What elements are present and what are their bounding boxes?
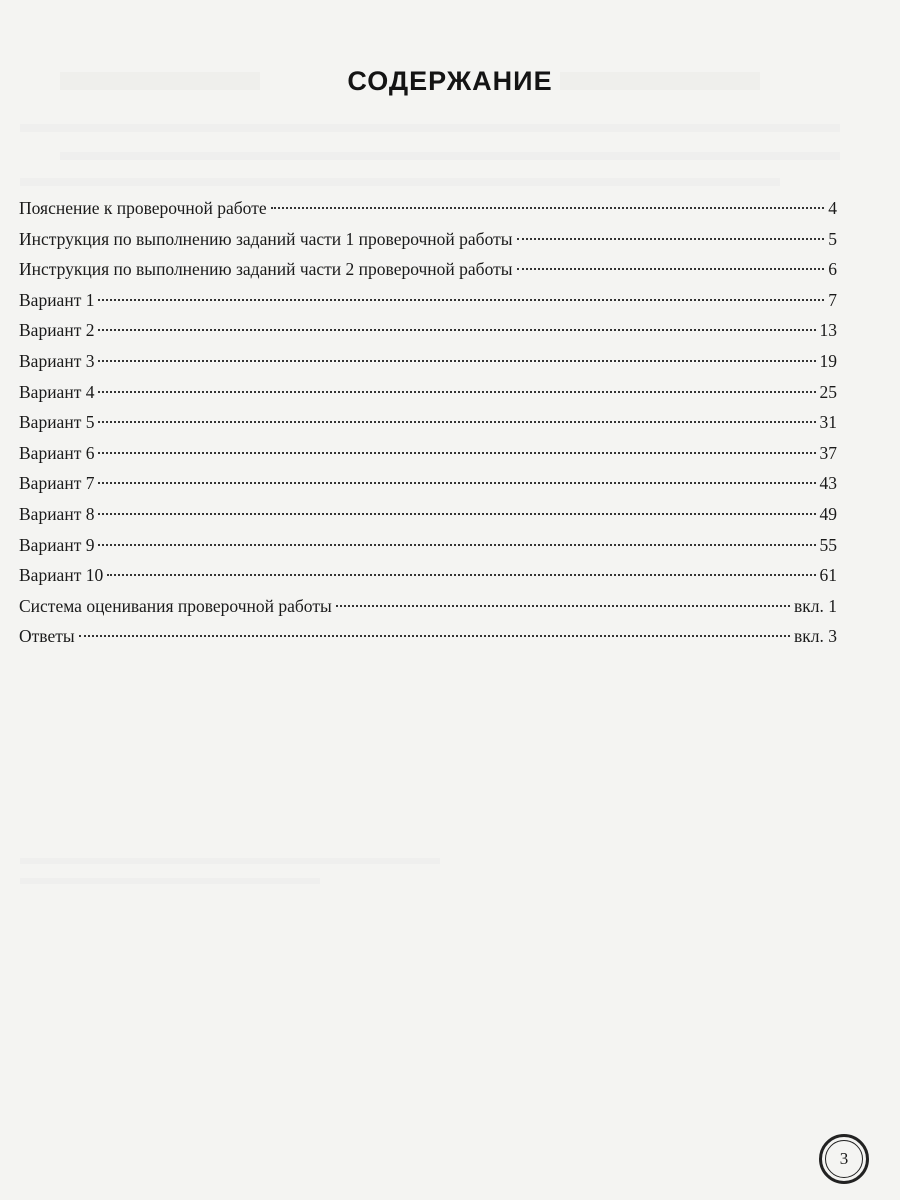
toc-entry: [19, 560, 837, 591]
toc-entry-title: Инструкция по выполнению заданий части 1 проверочной работы: [19, 228, 513, 249]
toc-entry-title: Вариант 3: [19, 350, 95, 371]
toc-leader-dots: [98, 329, 815, 331]
toc-entry-title: Вариант 1: [19, 289, 95, 310]
toc-leader-dots: [98, 452, 815, 454]
toc-leader-dots: [98, 513, 815, 515]
show-through-mark: [20, 878, 320, 884]
toc-leader-dots: [98, 421, 815, 423]
toc-entry-title: Вариант 7: [19, 473, 95, 494]
page-title: СОДЕРЖАНИЕ: [347, 66, 553, 96]
toc-entry-title: Вариант 9: [19, 534, 95, 555]
table-of-contents: [19, 193, 837, 652]
toc-leader-dots: [517, 268, 825, 270]
toc-entry-title: Вариант 6: [19, 442, 95, 463]
toc-entry-page: вкл. 1: [794, 595, 837, 616]
toc-entry: [19, 407, 837, 438]
toc-entry-page: 13: [819, 320, 837, 341]
toc-entry-page: 25: [819, 381, 837, 402]
toc-entry: [19, 621, 837, 652]
toc-entry: [19, 438, 837, 469]
show-through-mark: [20, 858, 440, 864]
toc-leader-dots: [98, 360, 815, 362]
page-number: 3: [825, 1140, 863, 1178]
toc-entry-page: 7: [828, 289, 837, 310]
toc-entry-page: вкл. 3: [794, 626, 837, 647]
toc-entry-title: Система оценивания проверочной работы: [19, 595, 332, 616]
toc-entry-page: 19: [819, 350, 837, 371]
toc-entry: [19, 193, 837, 224]
toc-entry-title: Вариант 2: [19, 320, 95, 341]
toc-entry-page: 6: [828, 259, 837, 280]
show-through-mark: [20, 178, 780, 186]
toc-entry: [19, 377, 837, 408]
toc-entry: [19, 315, 837, 346]
toc-leader-dots: [98, 299, 824, 301]
toc-entry-page: 4: [828, 198, 837, 218]
toc-entry: [19, 499, 837, 530]
toc-leader-dots: [98, 391, 815, 393]
toc-entry-title: Инструкция по выполнению заданий части 2 проверочной работы: [19, 259, 513, 280]
toc-leader-dots: [517, 238, 825, 240]
toc-entry-page: 37: [819, 442, 837, 463]
toc-entry: [19, 224, 837, 255]
toc-entry-page: 61: [819, 565, 837, 586]
toc-leader-dots: [271, 207, 825, 209]
toc-leader-dots: [79, 635, 790, 637]
toc-entry-title: Вариант 8: [19, 503, 95, 524]
toc-leader-dots: [98, 544, 815, 546]
show-through-mark: [60, 152, 840, 160]
toc-entry: [19, 285, 837, 316]
page-number-badge: [819, 1134, 869, 1184]
toc-entry-page: 31: [819, 412, 837, 433]
toc-entry-page: 49: [819, 503, 837, 524]
toc-entry: [19, 591, 837, 622]
toc-entry-title: Пояснение к проверочной работе: [19, 198, 267, 218]
toc-leader-dots: [336, 605, 790, 607]
toc-entry-title: Вариант 10: [19, 565, 104, 586]
toc-entry-title: Вариант 5: [19, 412, 95, 433]
toc-entry-title: Вариант 4: [19, 381, 95, 402]
toc-entry-title: Ответы: [19, 626, 75, 647]
toc-entry-page: 5: [828, 228, 837, 249]
toc-entry: [19, 346, 837, 377]
toc-leader-dots: [98, 482, 815, 484]
show-through-mark: [20, 124, 840, 132]
toc-entry: [19, 254, 837, 285]
toc-entry-page: 55: [819, 534, 837, 555]
toc-leader-dots: [107, 574, 815, 576]
toc-entry-page: 43: [819, 473, 837, 494]
toc-entry: [19, 530, 837, 561]
toc-entry: [19, 468, 837, 499]
